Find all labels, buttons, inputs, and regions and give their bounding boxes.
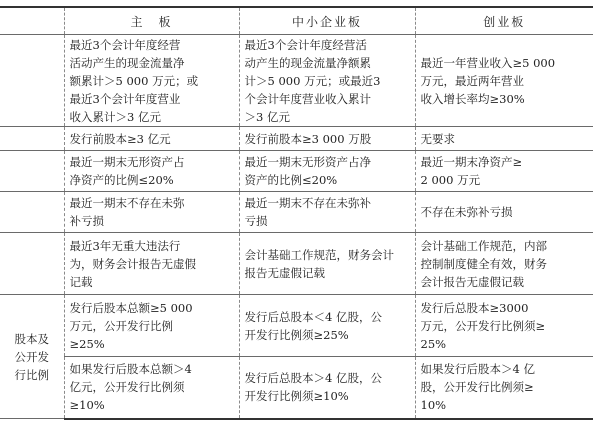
main-board-cash-flow: 最近3个会计年度经营 活动产生的现金流量净 额累计＞5 000 万元；或 最近3个会计年度营业 收入累计＞3 亿元 [64, 35, 239, 127]
table-row [0, 233, 593, 295]
table-row [0, 192, 593, 233]
row-head-empty [0, 151, 64, 192]
chinext-public-offering-25: 发行后总股本≥3000 万元，公开发行比例须≥ 25% [415, 295, 593, 357]
chinext-revenue: 最近一年营业收入≥5 000 万元，最近两年营业 收入增长率均≥30% [415, 35, 593, 127]
main-board-pre-ipo-capital: 发行前股本≥3 亿元 [64, 127, 239, 151]
row-head-empty [0, 35, 64, 127]
header-chinext: 创业板 [415, 7, 593, 35]
table-row [0, 35, 593, 127]
table-row [0, 127, 593, 151]
row-head-empty [0, 233, 64, 295]
chinext-pre-ipo-capital: 无要求 [415, 127, 593, 151]
sme-board-intangible-assets: 最近一期末无形资产占净 资产的比例≤20% [239, 151, 415, 192]
sme-board-public-offering-10: 发行后总股本＞4 亿股，公 开发行比例须≥10% [239, 357, 415, 419]
sme-board-cash-flow: 最近3个会计年度经营活 动产生的现金流量净额累 计＞5 000 万元；或最近3 个会计年度营业收入累计 ＞3 亿元 [239, 35, 415, 127]
row-head-empty [0, 192, 64, 233]
header-corner [0, 7, 64, 35]
header-main-board: 主 板 [64, 7, 239, 35]
row-head-share-capital: 股本及 公开发 行比例 [0, 295, 64, 419]
chinext-no-losses: 不存在未弥补亏损 [415, 192, 593, 233]
sme-board-compliance: 会计基础工作规范，财务会计 报告无虚假记载 [239, 233, 415, 295]
chinext-compliance: 会计基础工作规范，内部 控制制度健全有效，财务 会计报告无虚假记载 [415, 233, 593, 295]
main-board-public-offering-25: 发行后股本总额≥5 000 万元，公开发行比例 ≥25% [64, 295, 239, 357]
table-row [0, 357, 593, 419]
sme-board-no-losses: 最近一期末不存在未弥补 亏损 [239, 192, 415, 233]
main-board-compliance: 最近3年无重大违法行 为，财务会计报告无虚假 记载 [64, 233, 239, 295]
main-board-public-offering-10: 如果发行后股本总额＞4 亿元，公开发行比例须 ≥10% [64, 357, 239, 419]
main-board-intangible-assets: 最近一期末无形资产占 净资产的比例≤20% [64, 151, 239, 192]
sme-board-pre-ipo-capital: 发行前股本≥3 000 万股 [239, 127, 415, 151]
table-header-row [0, 7, 593, 35]
sme-board-public-offering-25: 发行后总股本＜4 亿股，公 开发行比例须≥25% [239, 295, 415, 357]
listing-requirements-table [0, 6, 593, 420]
chinext-net-assets: 最近一期末净资产≥ 2 000 万元 [415, 151, 593, 192]
header-sme-board: 中小企业板 [239, 7, 415, 35]
chinext-public-offering-10: 如果发行后股本＞4 亿 股，公开发行比例须≥ 10% [415, 357, 593, 419]
row-head-empty [0, 127, 64, 151]
table-row [0, 295, 593, 357]
main-board-no-losses: 最近一期末不存在未弥 补亏损 [64, 192, 239, 233]
table-row [0, 151, 593, 192]
